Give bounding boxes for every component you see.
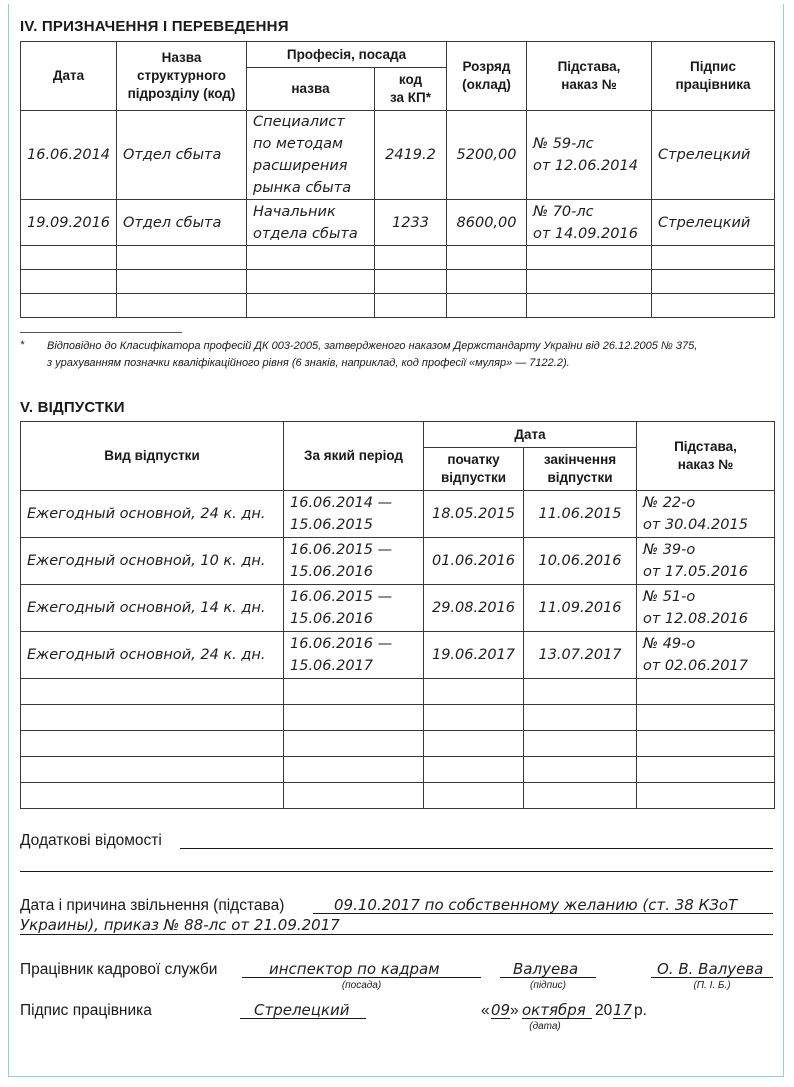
dismissal-label: Дата і причина звільнення (підстава): [20, 897, 285, 914]
empty-row: [21, 246, 775, 270]
empty-row: [21, 757, 775, 783]
cell-basis: № 22-о от 30.04.2015: [637, 491, 775, 538]
hr-signature-caption: (підпис): [530, 980, 566, 991]
empty-row: [21, 783, 775, 809]
dismissal-line-2[interactable]: [20, 934, 773, 935]
hr-signature-text: Валуева: [513, 960, 579, 978]
section-4-title: IV. ПРИЗНАЧЕННЯ І ПЕРЕВЕДЕННЯ: [20, 18, 289, 35]
cell-basis: № 39-о от 17.05.2016: [637, 538, 775, 585]
table-row: [21, 491, 775, 538]
table-row: [21, 632, 775, 679]
col-name-header: назва: [247, 68, 375, 111]
cell-signature: Стрелецкий: [652, 111, 775, 200]
hr-name-caption: (П. І. Б.): [693, 980, 731, 991]
empty-row: [21, 270, 775, 294]
cell-position: Начальник отдела сбыта: [247, 200, 375, 246]
cell-date: 19.09.2016: [21, 200, 117, 246]
employee-signature-text: Стрелецкий: [254, 1001, 350, 1019]
cell-position: Специалист по методам расширения рынка сбыта: [247, 111, 375, 200]
date-quote-close: »: [510, 1002, 519, 1019]
col-basis-header: Підстава, наказ №: [527, 42, 652, 111]
table-row: [21, 111, 775, 200]
cell-start: 19.06.2017: [424, 632, 524, 679]
cell-basis: № 49-о от 02.06.2017: [637, 632, 775, 679]
col-kind-header: Вид відпустки: [21, 422, 284, 491]
additional-info-line-2[interactable]: [20, 871, 773, 872]
cell-period: 16.06.2016 — 15.06.2017: [284, 632, 424, 679]
table-row: [21, 538, 775, 585]
cell-end: 10.06.2016: [524, 538, 637, 585]
cell-kind: Ежегодный основной, 24 к. дн.: [21, 632, 284, 679]
date-month-text: октября: [522, 1001, 586, 1019]
cell-basis: № 59-лс от 12.06.2014: [527, 111, 652, 200]
hr-position-text: инспектор по кадрам: [269, 960, 440, 978]
col-date-header: Дата: [21, 42, 117, 111]
vacations-table: [20, 421, 775, 809]
cell-unit: Отдел сбыта: [117, 200, 247, 246]
cell-end: 13.07.2017: [524, 632, 637, 679]
cell-start: 29.08.2016: [424, 585, 524, 632]
additional-info-line-1[interactable]: [180, 848, 773, 849]
cell-salary: 8600,00: [447, 200, 527, 246]
col-unit-header: Назва структурного підрозділу (код): [117, 42, 247, 111]
cell-date: 16.06.2014: [21, 111, 117, 200]
footnote-text: Відповідно до Класифікатора професій ДК 003-2005, затвердженого наказом Держстандарту України від 26.12.2005 № 375, з урахуванням позначки кваліфікаційного рівня (6 знаків, наприклад, код професії «муляр» — 7122.2).: [47, 340, 698, 369]
date-caption: (дата): [529, 1021, 561, 1032]
cell-basis: № 70-лс от 14.09.2016: [527, 200, 652, 246]
cell-salary: 5200,00: [447, 111, 527, 200]
cell-period: 16.06.2015 — 15.06.2016: [284, 538, 424, 585]
employee-signature-label: Підпис працівника: [20, 1002, 152, 1019]
cell-end: 11.06.2015: [524, 491, 637, 538]
cell-kind: Ежегодный основной, 14 к. дн.: [21, 585, 284, 632]
col-period-header: За який період: [284, 422, 424, 491]
hr-position-caption: (посада): [341, 980, 382, 991]
col-profession-header: Професія, посада: [247, 42, 447, 68]
col-end-header: закінчення відпустки: [524, 448, 637, 491]
col-date-header: Дата: [424, 422, 637, 448]
table-row: [21, 585, 775, 632]
cell-unit: Отдел сбыта: [117, 111, 247, 200]
table-row: [21, 200, 775, 246]
footnote-divider: [20, 332, 182, 333]
cell-kind: Ежегодный основной, 24 к. дн.: [21, 491, 284, 538]
cell-end: 11.09.2016: [524, 585, 637, 632]
cell-period: 16.06.2014 — 15.06.2015: [284, 491, 424, 538]
dismissal-reason-text: 09.10.2017 по собственному желанию (ст. 38 КЗоТ: [334, 896, 738, 914]
cell-start: 01.06.2016: [424, 538, 524, 585]
date-year-text: 17: [613, 1001, 633, 1019]
hr-name-text: О. В. Валуева: [657, 960, 764, 978]
date-day-text: 09: [491, 1001, 511, 1019]
footnote-mark: *: [20, 339, 25, 351]
cell-code: 2419.2: [375, 111, 447, 200]
col-signature-header: Підпис працівника: [652, 42, 775, 111]
empty-row: [21, 294, 775, 318]
cell-period: 16.06.2015 — 15.06.2016: [284, 585, 424, 632]
date-quote-open: «: [481, 1002, 490, 1019]
empty-row: [21, 731, 775, 757]
cell-code: 1233: [375, 200, 447, 246]
cell-start: 18.05.2015: [424, 491, 524, 538]
additional-info-label: Додаткові відомості: [20, 832, 162, 849]
empty-row: [21, 705, 775, 731]
section-5-title: V. ВІДПУСТКИ: [20, 399, 125, 416]
date-year-prefix: 20: [595, 1002, 613, 1019]
appointments-table: [20, 41, 775, 318]
cell-kind: Ежегодный основной, 10 к. дн.: [21, 538, 284, 585]
cell-signature: Стрелецкий: [652, 200, 775, 246]
date-year-unit: р.: [634, 1002, 647, 1019]
empty-row: [21, 679, 775, 705]
col-rank-header: Розряд (оклад): [447, 42, 527, 111]
hr-employee-label: Працівник кадрової служби: [20, 961, 218, 978]
cell-basis: № 51-о от 12.08.2016: [637, 585, 775, 632]
col-basis-header: Підстава, наказ №: [637, 422, 775, 491]
col-start-header: початку відпустки: [424, 448, 524, 491]
col-code-header: код за КП*: [375, 68, 447, 111]
dismissal-order-text: Украины), приказ № 88-лс от 21.09.2017: [20, 916, 340, 934]
